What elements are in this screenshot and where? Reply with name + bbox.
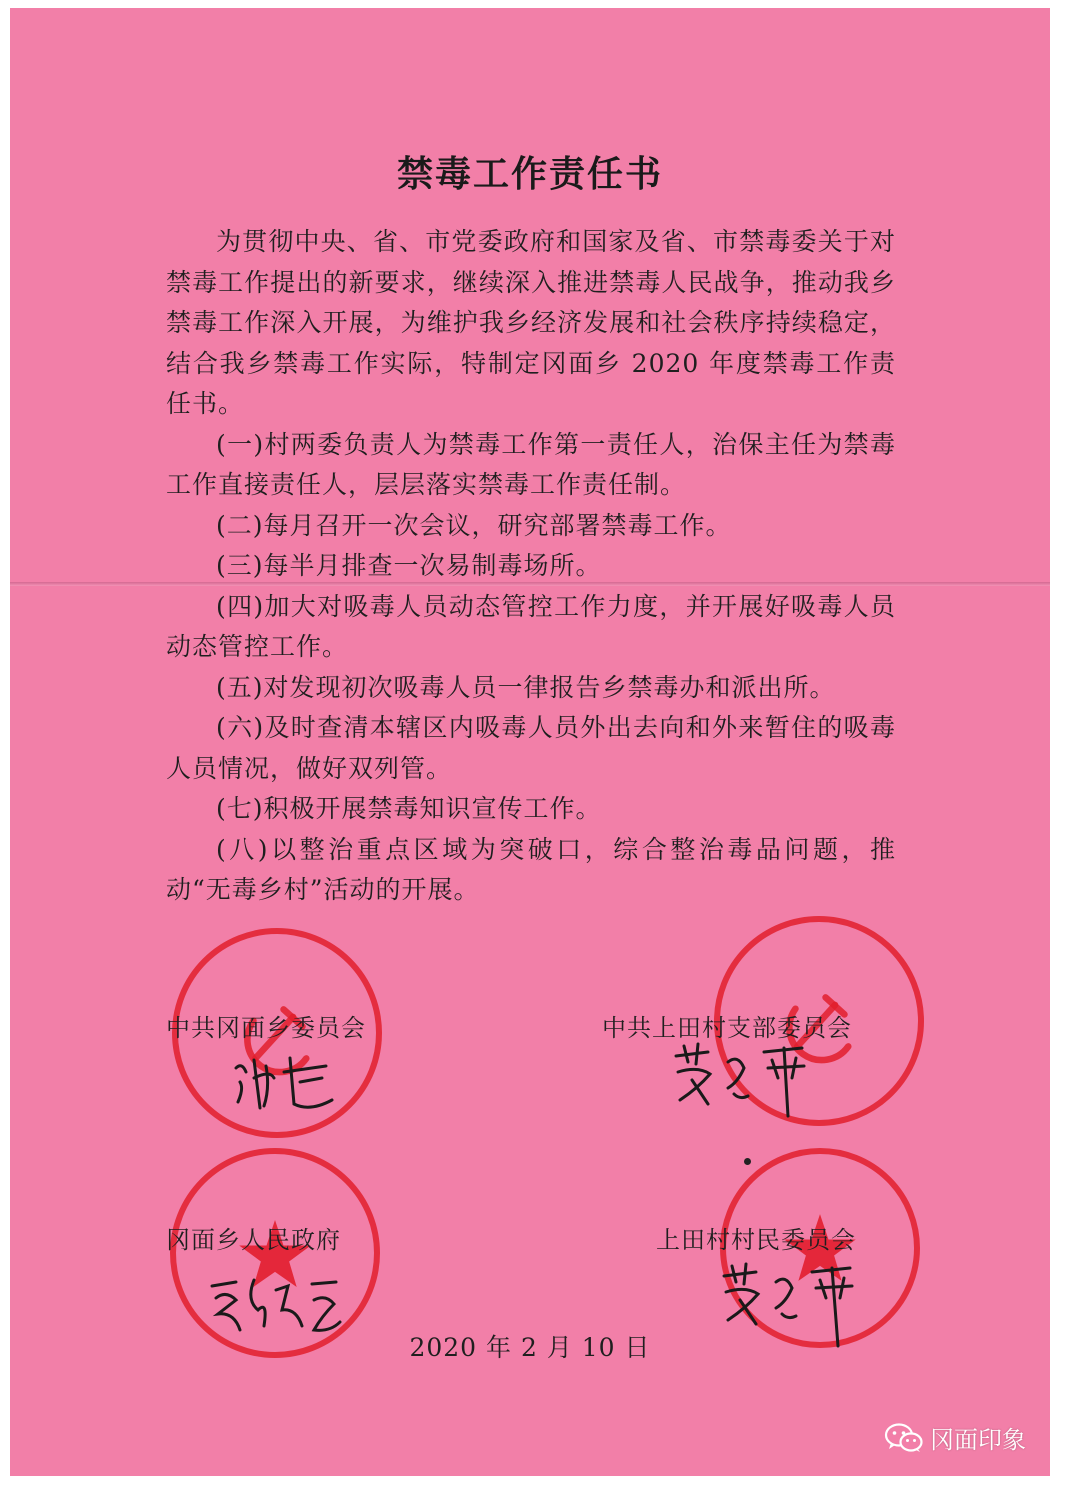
wechat-icon xyxy=(884,1422,924,1454)
paragraph-item-8: (八)以整治重点区域为突破口，综合整治毒品问题，推动“无毒乡村”活动的开展。 xyxy=(166,834,896,904)
document-title: 禁毒工作责任书 xyxy=(396,154,663,195)
paragraph-item-4: (四)加大对吸毒人员动态管控工作力度，并开展好吸毒人员动态管控工作。 xyxy=(166,591,896,661)
document-date: 2020 年 2 月 10 日 xyxy=(409,1333,651,1362)
paragraph-intro: 为贯彻中央、省、市党委政府和国家及省、市禁毒委关于对禁毒工作提出的新要求，继续深入推进禁毒人民战争，推动我乡禁毒工作深入开展，为维护我乡经济发展和社会秩序持续稳定，结合我乡禁毒工作实际，特制定冈面乡 2020 年度禁毒工作责任书。 xyxy=(166,227,896,418)
document-body xyxy=(166,222,896,911)
ink-dot xyxy=(744,1158,751,1165)
watermark xyxy=(884,1420,1026,1455)
handwritten-signature xyxy=(668,1038,818,1118)
signatory-township-government: 冈面乡人民政府 xyxy=(166,1226,341,1254)
signatory-villagers-committee: 上田村村民委员会 xyxy=(656,1226,856,1254)
signatory-village-branch: 中共上田村支部委员会 xyxy=(602,1014,852,1042)
signatory-party-committee: 中共冈面乡委员会 xyxy=(166,1014,366,1042)
handwritten-signature xyxy=(230,1048,340,1118)
paragraph-item-1: (一)村两委负责人为禁毒工作第一责任人，治保主任为禁毒工作直接责任人，层层落实禁毒工作责任制。 xyxy=(166,429,896,499)
paragraph-item-6: (六)及时查清本辖区内吸毒人员外出去向和外来暂住的吸毒人员情况，做好双列管。 xyxy=(166,713,896,783)
watermark-text: 冈面印象 xyxy=(930,1426,1026,1454)
paragraph-item-2: (二)每月召开一次会议，研究部署禁毒工作。 xyxy=(216,510,732,540)
document-page xyxy=(10,8,1050,1476)
paragraph-item-3: (三)每半月排查一次易制毒场所。 xyxy=(216,551,602,580)
paragraph-item-5: (五)对发现初次吸毒人员一律报告乡禁毒办和派出所。 xyxy=(216,672,836,702)
paragraph-item-7: (七)积极开展禁毒知识宣传工作。 xyxy=(216,794,602,823)
